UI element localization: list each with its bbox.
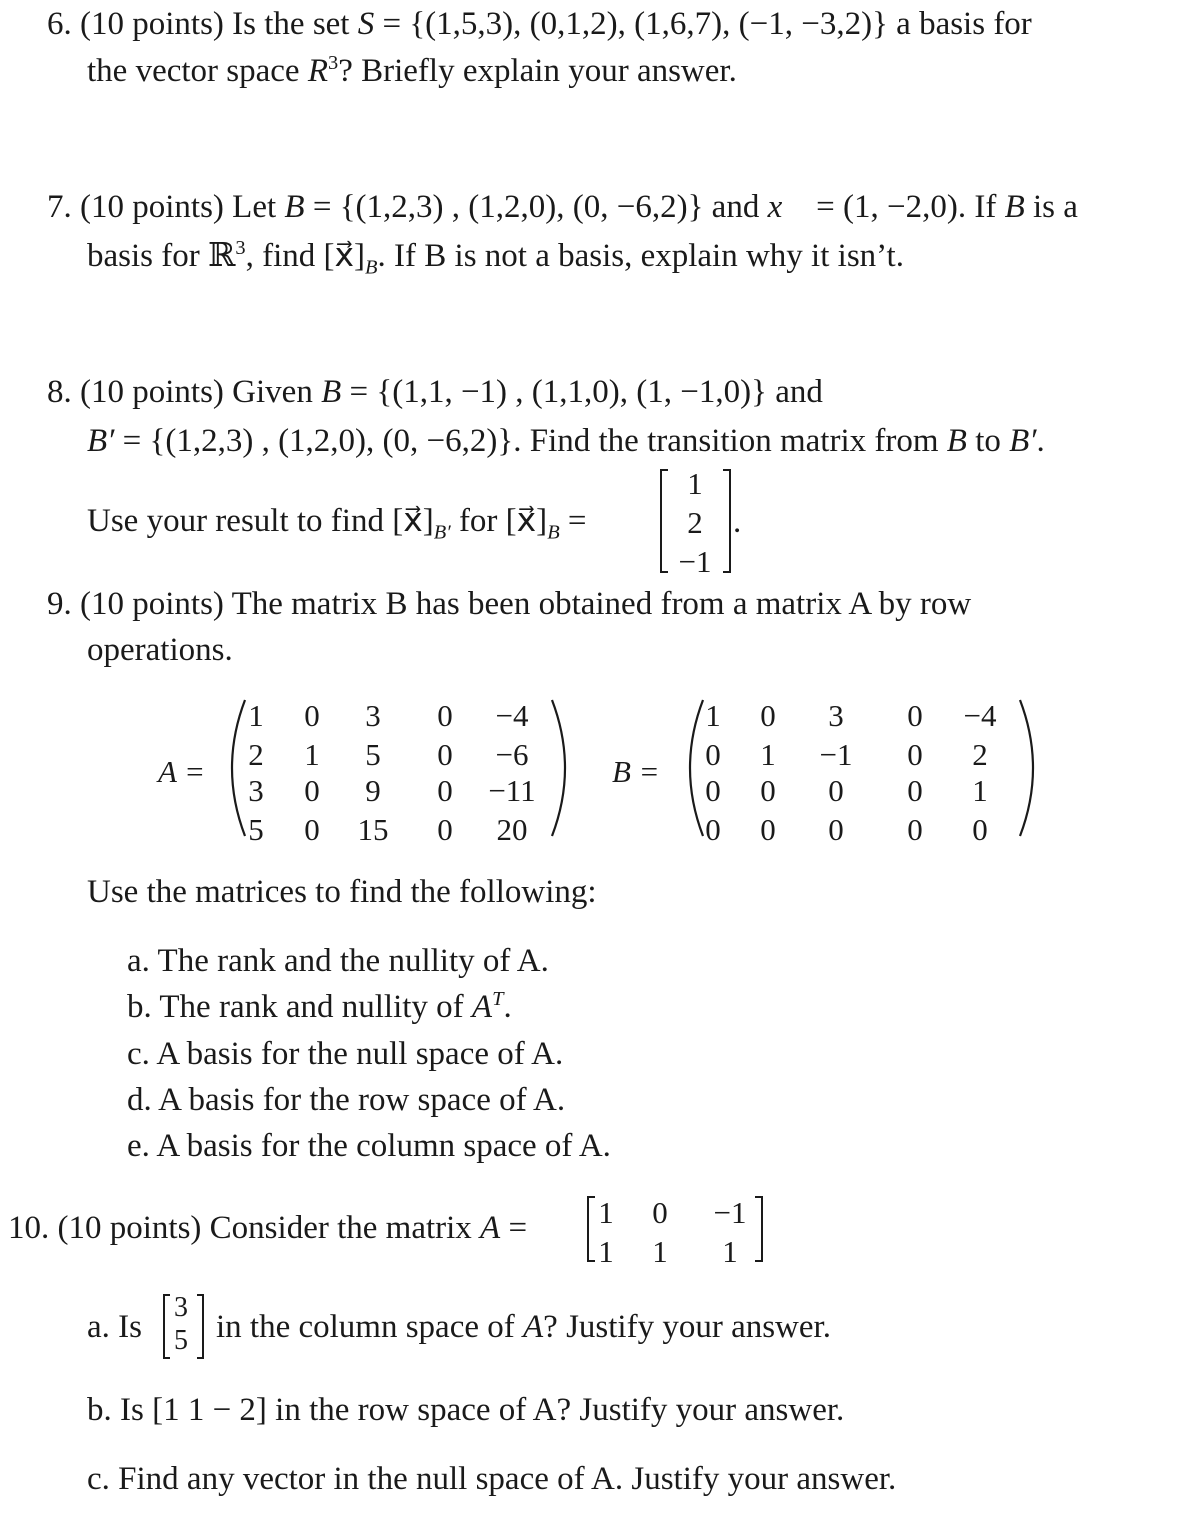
q8-basis-b: = {(1,1, −1) , (1,1,0), (1, −1,0)} [349, 374, 767, 410]
q9-part-c: c. A basis for the null space of A. [127, 1036, 564, 1072]
matrix-a-entry: −6 [495, 737, 529, 772]
q10-matrix-entry: 0 [652, 1195, 668, 1230]
q10-part-b: b. Is [1 1 − 2] in the row space of A? Justify your answer. [87, 1392, 845, 1428]
matrix-a-entry: 0 [437, 812, 453, 847]
q8-vector-entry: −1 [678, 544, 712, 579]
matrix-b-entry: 0 [907, 812, 923, 847]
matrix-b-entry: 3 [828, 698, 844, 733]
q7-set: = {(1,2,3) , (1,2,0), (0, −6,2)} [312, 189, 704, 225]
matrix-a-entry: 3 [248, 773, 264, 808]
q10-matrix-entry: 1 [598, 1234, 614, 1269]
q8-vector-entry: 1 [687, 466, 703, 501]
matrix-b-entry: 0 [828, 773, 844, 808]
matrix-b-entry: 1 [972, 773, 988, 808]
matrix-b-entry: 0 [760, 812, 776, 847]
q10-matrix-entry: 1 [652, 1234, 668, 1269]
q6-set: = {(1,5,3), (0,1,2), (1,6,7), (−1, −3,2)} [382, 6, 888, 42]
q6-line1: 6. (10 points) Is the set S = {(1,5,3), (0,1,2), (1,6,7), (−1, −3,2)} a basis for [47, 6, 1032, 42]
q7-vector: = (1, −2,0). [816, 189, 967, 225]
q6-points: (10 points) [80, 6, 224, 42]
matrix-a-entry: 0 [304, 698, 320, 733]
matrix-a-entry: 0 [304, 773, 320, 808]
q10-part-a-text: in the column space of A? Justify your answer. [216, 1309, 831, 1345]
q9-points: (10 points) [80, 586, 224, 622]
matrix-b-entry: 0 [972, 812, 988, 847]
matrix-a-entry: 0 [437, 737, 453, 772]
q9-line2: operations. [87, 632, 233, 668]
matrix-a-entry: 5 [365, 737, 381, 772]
matrix-b-entry: 0 [705, 737, 721, 772]
q8-line1: 8. (10 points) Given B = {(1,1, −1) , (1,1,0), (1, −1,0)} and [47, 374, 823, 410]
matrix-b-entry: 0 [760, 698, 776, 733]
matrix-a-entry: 3 [365, 698, 381, 733]
matrix-b-entry: 0 [705, 773, 721, 808]
matrix-a-entry: 0 [304, 812, 320, 847]
q8-number: 8. [47, 374, 72, 410]
q10-a-vector-entry: 3 [174, 1292, 188, 1323]
matrix-a-entry: 0 [437, 773, 453, 808]
q10-a-vector-entry: 5 [174, 1325, 188, 1356]
q9-line1: 9. (10 points) The matrix B has been obtained from a matrix A by row [47, 586, 972, 622]
q10-line1: 10. (10 points) Consider the matrix A = [8, 1210, 528, 1246]
q10-part-a: a. Is [87, 1309, 142, 1345]
q10-part-c: c. Find any vector in the null space of A. Justify your answer. [87, 1461, 897, 1497]
matrix-a-entry: −11 [488, 773, 536, 808]
q9-number: 9. [47, 586, 72, 622]
matrix-a-entry: −4 [495, 698, 529, 733]
q10-matrix-entry: 1 [598, 1195, 614, 1230]
matrix-b-entry: 0 [828, 812, 844, 847]
q6-line2: the vector space $R^3$? Briefly explain your answer. [87, 52, 737, 89]
matrix-b-entry: 0 [705, 812, 721, 847]
q8-line3: Use your result to find $[x⃗]_{B'}$ for $[x⃗]_B$ = [87, 503, 587, 544]
q10-number: 10. [8, 1210, 50, 1246]
matrix-b-entry: 2 [972, 737, 988, 772]
matrix-b-entry: −4 [963, 698, 997, 733]
matrix-a-label: A = [158, 754, 206, 789]
q8-basis-b-prime: = {(1,2,3) , (1,2,0), (0, −6,2)}. [122, 423, 522, 459]
matrix-a-entry: 1 [304, 737, 320, 772]
matrix-a-entry: 9 [365, 773, 381, 808]
q7-line1: 7. (10 points) Let B = {(1,2,3) , (1,2,0), (0, −6,2)} and x⃗ = (1, −2,0). If B is a [47, 189, 1078, 225]
q8-vector-entry: 2 [687, 505, 703, 540]
q9-part-d: d. A basis for the row space of A. [127, 1082, 566, 1118]
q9-instruction: Use the matrices to find the following: [87, 874, 597, 910]
q9-part-b: b. The rank and nullity of $A^T$. [127, 988, 512, 1025]
matrix-b-entry: 0 [907, 737, 923, 772]
matrix-b-entry: 0 [907, 773, 923, 808]
q10-matrix-entry: 1 [722, 1234, 738, 1269]
q8-points: (10 points) [80, 374, 224, 410]
matrix-b-entry: 0 [907, 698, 923, 733]
q10-points: (10 points) [57, 1210, 202, 1246]
q7-line2: basis for ℝ$^3$, find $[x⃗]_B$. If B is not a basis, explain why it isn’t. [87, 237, 904, 279]
matrix-a-entry: 2 [248, 737, 264, 772]
q6-set-symbol: S [357, 6, 375, 42]
matrix-b-entry: 0 [760, 773, 776, 808]
matrix-b-entry: 1 [760, 737, 776, 772]
matrix-a-entry: 5 [248, 812, 264, 847]
matrix-a-entry: 20 [496, 812, 528, 847]
q9-part-e: e. A basis for the column space of A. [127, 1128, 611, 1164]
matrix-a-entry: 1 [248, 698, 264, 733]
matrix-a-entry: 15 [357, 812, 389, 847]
q10-matrix-entry: −1 [713, 1195, 747, 1230]
q7-points: (10 points) [80, 189, 224, 225]
matrix-b-entry: 1 [705, 698, 721, 733]
matrix-a-entry: 0 [437, 698, 453, 733]
q8-line2: B′ = {(1,2,3) , (1,2,0), (0, −6,2)}. Find the transition matrix from B to B′. [87, 423, 1045, 459]
q6-number: 6. [47, 6, 72, 42]
matrix-b-entry: −1 [819, 737, 853, 772]
q7-number: 7. [47, 189, 72, 225]
q9-part-a: a. The rank and the nullity of A. [127, 943, 549, 979]
matrix-b-label: B = [612, 754, 660, 789]
